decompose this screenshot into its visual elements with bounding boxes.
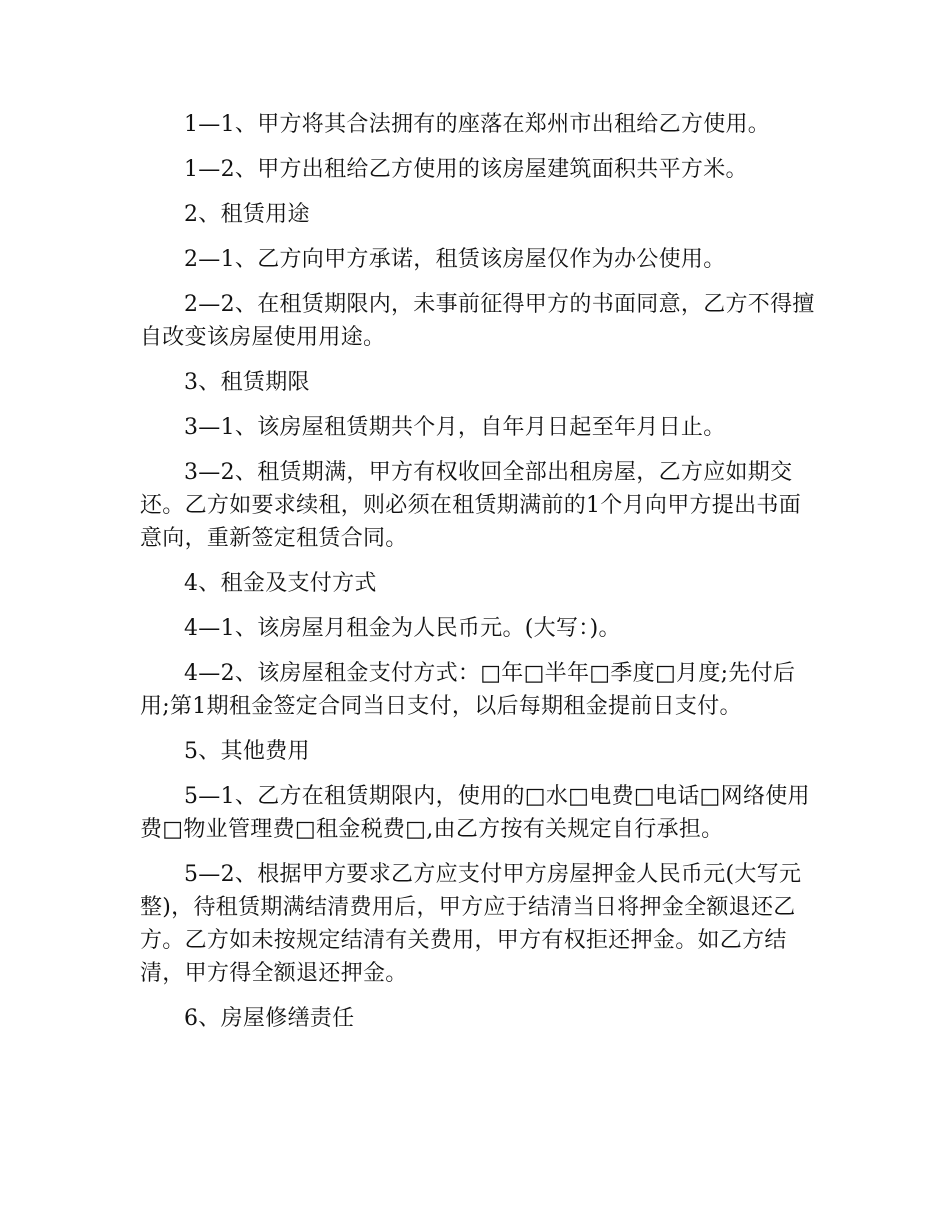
paragraph-4-2: 4—2、该房屋租金支付方式：□年□半年□季度□月度;先付后用;第1期租金签定合同当日支付，以后每期租金提前日支付。 <box>140 661 796 719</box>
section-heading-5: 5、其他费用 <box>184 739 310 764</box>
paragraph-3-1: 3—1、该房屋租赁期共个月，自年月日起至年月日止。 <box>184 415 726 440</box>
section-heading-3: 3、租赁期限 <box>184 370 310 395</box>
paragraph-3-2: 3—2、租赁期满，甲方有权收回全部出租房屋，乙方应如期交还。乙方如要求续租，则必须在租赁期满前的1个月向甲方提出书面意向，重新签定租赁合同。 <box>140 460 801 551</box>
paragraph-5-1: 5—1、乙方在租赁期限内，使用的□水□电费□电话□网络使用费□物业管理费□租金税费□,由乙方按有关规定自行承担。 <box>140 784 810 842</box>
section-heading-6: 6、房屋修缮责任 <box>184 1006 355 1031</box>
paragraph-4-1: 4—1、该房屋月租金为人民币元。(大写：)。 <box>184 616 621 641</box>
paragraph-2-1: 2—1、乙方向甲方承诺，租赁该房屋仅作为办公使用。 <box>184 247 726 272</box>
document-body <box>140 108 820 1047</box>
paragraph-5-2: 5—2、根据甲方要求乙方应支付甲方房屋押金人民币元(大写元整)，待租赁期满结清费用后，甲方应于结清当日将押金全额退还乙方。乙方如未按规定结清有关费用，甲方有权拒还押金。如乙方结清，甲方得全额退还押金。 <box>140 862 802 986</box>
section-heading-4: 4、租金及支付方式 <box>184 571 377 596</box>
paragraph-1-2: 1—2、甲方出租给乙方使用的该房屋建筑面积共平方米。 <box>184 157 748 182</box>
paragraph-2-2: 2—2、在租赁期限内，未事前征得甲方的书面同意，乙方不得擅自改变该房屋使用用途。 <box>140 292 815 350</box>
paragraph-1-1: 1—1、甲方将其合法拥有的座落在郑州市出租给乙方使用。 <box>184 112 771 137</box>
section-heading-2: 2、租赁用途 <box>184 202 310 227</box>
